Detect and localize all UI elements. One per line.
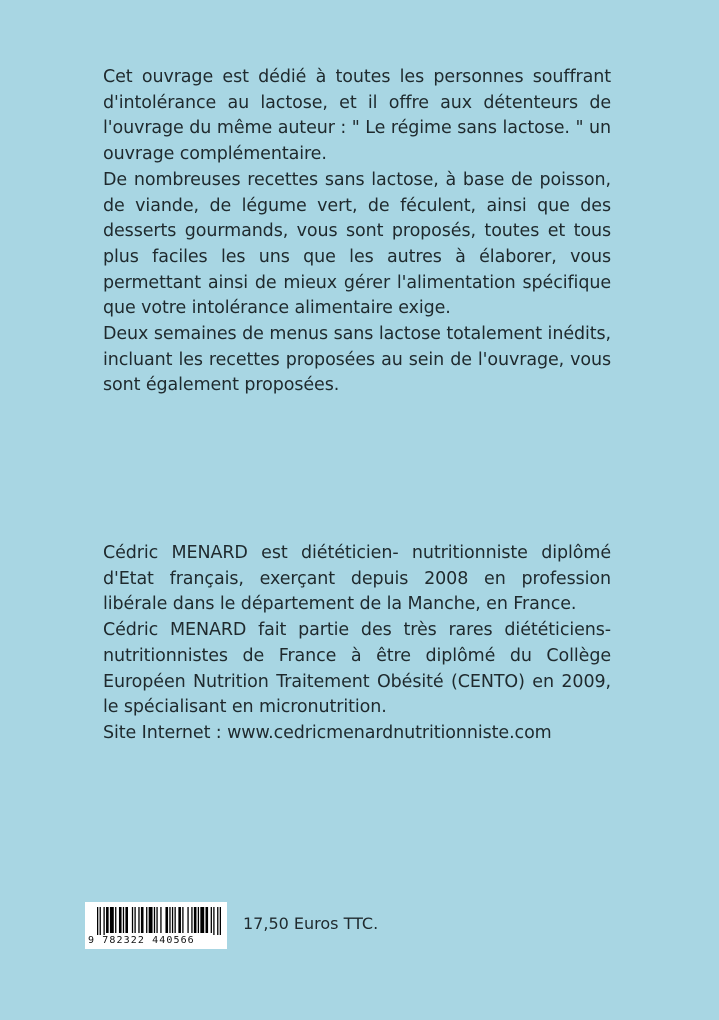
barcode-bar <box>146 907 147 933</box>
back-cover-summary <box>103 65 611 399</box>
barcode-bar <box>154 907 155 933</box>
barcode-bar <box>132 907 133 933</box>
author-website: Site Internet : www.cedricmenardnutritionniste.com <box>103 722 552 743</box>
barcode-bar <box>200 907 204 933</box>
barcode-bar <box>172 907 173 933</box>
barcode-bar <box>178 907 181 933</box>
barcode-bar <box>115 907 116 933</box>
price-label: 17,50 Euros TTC. <box>243 914 379 933</box>
barcode-bar <box>138 907 139 933</box>
barcode-bar <box>103 907 104 935</box>
barcode-bars <box>97 907 221 935</box>
barcode-bar <box>182 907 183 933</box>
barcode-bar <box>194 907 197 933</box>
barcode-bar <box>175 907 176 933</box>
barcode-bar <box>156 907 157 933</box>
barcode-bar <box>149 907 153 933</box>
summary-paragraph-3: Deux semaines de menus sans lactose totalement inédits, incluant les recettes proposées au sein de l'ouvrage, vous sont également proposées. <box>103 324 611 396</box>
barcode-bar <box>191 907 192 933</box>
barcode-bar <box>110 907 114 933</box>
barcode-bar <box>106 907 109 933</box>
summary-paragraph-2: De nombreuses recettes sans lactose, à base de poisson, de viande, de légume vert, de féculent, ainsi que des desserts gourmands, vous sont proposés, toutes et tous plus faciles les uns que les autres à élaborer, vous permettant ainsi de mieux gérer l'alimentation spécifique que votre intolérance alimentaire exige. <box>103 169 611 319</box>
author-paragraph-1: Cédric MENARD est diététicien- nutritionniste diplômé d'Etat français, exerçant depuis 2008 en profession libérale dans le département de la Manche, en France. <box>103 543 611 615</box>
barcode-bar <box>165 907 168 933</box>
barcode-bar <box>198 907 199 933</box>
barcode-bar <box>141 907 144 933</box>
summary-paragraph-1: Cet ouvrage est dédié à toutes les personnes souffrant d'intolérance au lactose, et il offre aux détenteurs de l'ouvrage du même auteur : " Le régime sans lactose. " un ouvrage complémentaire. <box>103 67 611 165</box>
isbn-barcode <box>85 902 227 949</box>
barcode-bar <box>119 907 122 933</box>
barcode-bar <box>206 907 209 933</box>
barcode-bar <box>125 907 128 933</box>
barcode-bar <box>169 907 170 933</box>
author-paragraph-2: Cédric MENARD fait partie des très rares diététiciens-nutritionnistes de France à être diplômé du Collège Européen Nutrition Traitement Obésité (CENTO) en 2009, le spécialisant en micronutrition. <box>103 620 611 718</box>
barcode-bar <box>187 907 188 933</box>
barcode-bar <box>97 907 98 935</box>
barcode-bar <box>100 907 101 935</box>
barcode-bar <box>220 907 221 935</box>
barcode-bar <box>160 907 161 933</box>
barcode-bar <box>123 907 124 933</box>
author-biography <box>103 541 611 747</box>
barcode-bar <box>211 907 212 933</box>
barcode-bar <box>134 907 135 933</box>
isbn-number: 9 782322 440566 <box>88 935 195 946</box>
barcode-bar <box>213 907 214 935</box>
barcode-bar <box>217 907 218 935</box>
